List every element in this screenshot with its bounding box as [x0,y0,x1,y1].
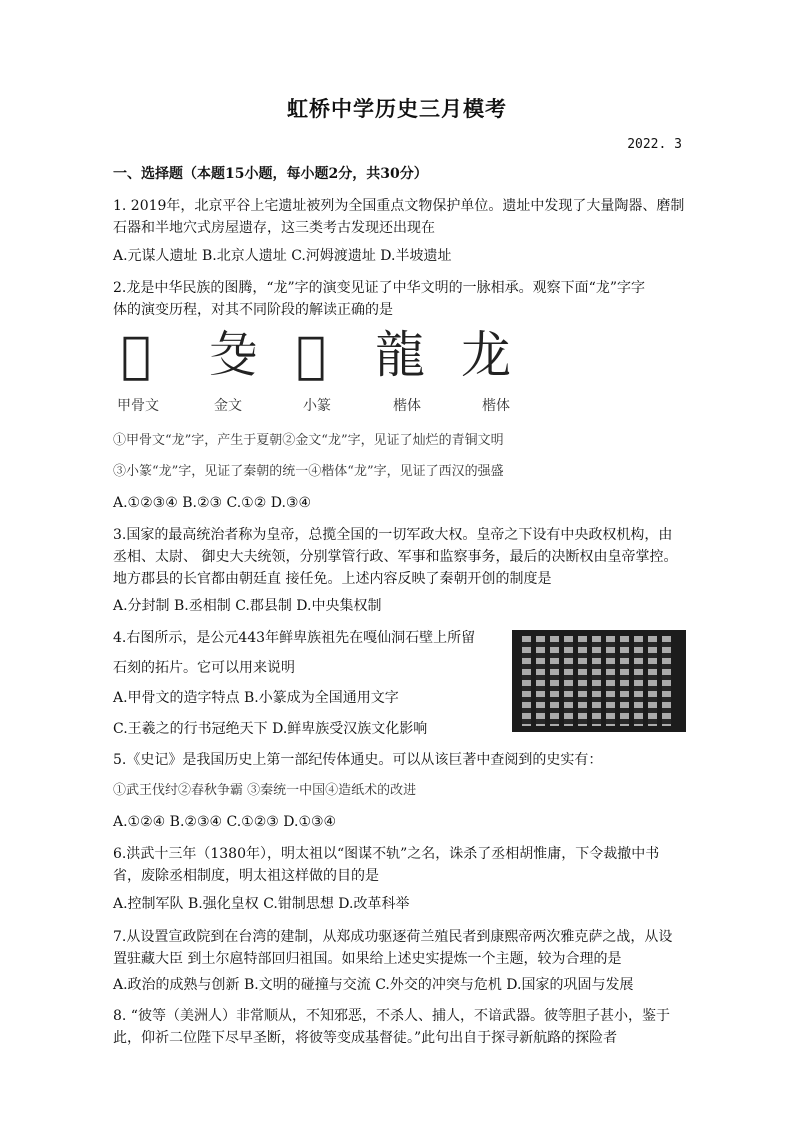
question-4-line-1: 4.右图所示，是公元443年鲜卑族祖先在嘎仙洞石壁上所留 [113,630,476,646]
glyph-label-regular-2: 楷体 [482,398,510,414]
oracle-bone-dragon-glyph: 𤕫 [121,326,152,384]
question-8-line-2: 此，仰祈二位陛下尽早圣断，将彼等变成基督徒。”此句出自于探寻新航路的探险者 [113,1030,618,1046]
stone-rubbing-image [512,630,686,732]
exam-date: 2022. 3 [627,137,682,152]
question-1-line-1: 1. 2019年，北京平谷上宅遗址被列为全国重点文物保护单位。遗址中发现了大量陶器、磨制 [113,198,685,214]
glyph-label-regular-1: 楷体 [393,398,421,414]
dragon-character-evolution-figure [113,325,543,420]
question-1-line-2: 石器和半地穴式房屋遗存，这三类考古发现还出现在 [113,220,435,236]
question-3-line-3: 地方郡县的长官都由朝廷直 接任免。上述内容反映了秦朝开创的制度是 [113,571,552,587]
section-heading: 一、选择题（本题15小题，每小题2分，共30分） [113,166,428,182]
glyph-label-bronze: 金文 [214,398,242,414]
traditional-dragon-glyph: 龍 [375,326,425,384]
question-8-line-1: 8. “彼等（美洲人）非常顺从，不知邪恶，不杀人、捕人，不谙武器。彼等胆子甚小，鉴于 [113,1008,670,1024]
bronze-dragon-glyph: 𢑓 [208,326,258,384]
small-seal-dragon-glyph: 𩀱 [296,326,327,384]
question-1-options: A.元谋人遗址 B.北京人遗址 C.河姆渡遗址 D.半坡遗址 [113,248,452,264]
question-2-line-1: 2.龙是中华民族的图腾，“龙”字的演变见证了中华文明的一脉相承。观察下面“龙”字字 [113,280,645,296]
question-4-options-2: C.王羲之的行书冠绝天下 D.鲜卑族受汉族文化影响 [113,721,428,737]
question-4-line-2: 石刻的拓片。它可以用来说明 [113,660,295,676]
page-title: 虹桥中学历史三月模考 [287,96,507,121]
question-3-options: A.分封制 B.丞相制 C.郡县制 D.中央集权制 [113,598,382,614]
question-7-options: A.政治的成熟与创新 B.文明的碰撞与交流 C.外交的冲突与危机 D.国家的巩固与发展 [113,977,634,993]
question-5-statements: ①武王伐纣②春秋争霸 ③秦统一中国④造纸术的改进 [113,783,417,798]
question-2-statements-1: ①甲骨文“龙”字，产生于夏朝②金文“龙”字，见证了灿烂的青铜文明 [113,433,504,448]
glyph-label-oracle-bone: 甲骨文 [117,398,159,414]
question-2-statements-2: ③小篆“龙”字，见证了秦朝的统一④楷体“龙”字，见证了西汉的强盛 [113,464,504,479]
question-6-options: A.控制军队 B.强化皇权 C.钳制思想 D.改革科举 [113,896,410,912]
glyph-label-small-seal: 小篆 [303,398,331,414]
question-4-options-1: A.甲骨文的造字特点 B.小篆成为全国通用文字 [113,690,399,706]
question-3-line-2: 丞相、太尉、 御史大夫统领，分别掌管行政、军事和监察事务，最后的决断权由皇帝掌控。 [113,549,678,565]
question-6-line-1: 6.洪武十三年（1380年），明太祖以“图谋不轨”之名，诛杀了丞相胡惟庸，下令裁撤中书 [113,846,660,862]
question-7-line-1: 7.从设置宣政院到在台湾的建制，从郑成功驱逐荷兰殖民者到康熙帝两次雅克萨之战，从设 [113,929,673,945]
question-7-line-2: 置驻藏大臣 到土尔扈特部回归祖国。如果给上述史实提炼一个主题，较为合理的是 [113,951,622,967]
question-3-line-1: 3.国家的最高统治者称为皇帝，总揽全国的一切军政大权。皇帝之下设有中央政权机构，由 [113,527,673,543]
question-6-line-2: 省，废除丞相制度，明太祖这样做的目的是 [113,868,379,884]
question-2-line-2: 体的演变历程，对其不同阶段的解读正确的是 [113,302,393,318]
question-5-options: A.①②④ B.②③④ C.①②③ D.①③④ [113,814,337,830]
question-2-options: A.①②③④ B.②③ C.①② D.③④ [113,495,311,511]
simplified-dragon-glyph: 龙 [461,326,511,384]
question-5-line-1: 5.《史记》是我国历史上第一部纪传体通史。可以从该巨著中查阅到的史实有： [113,752,603,768]
